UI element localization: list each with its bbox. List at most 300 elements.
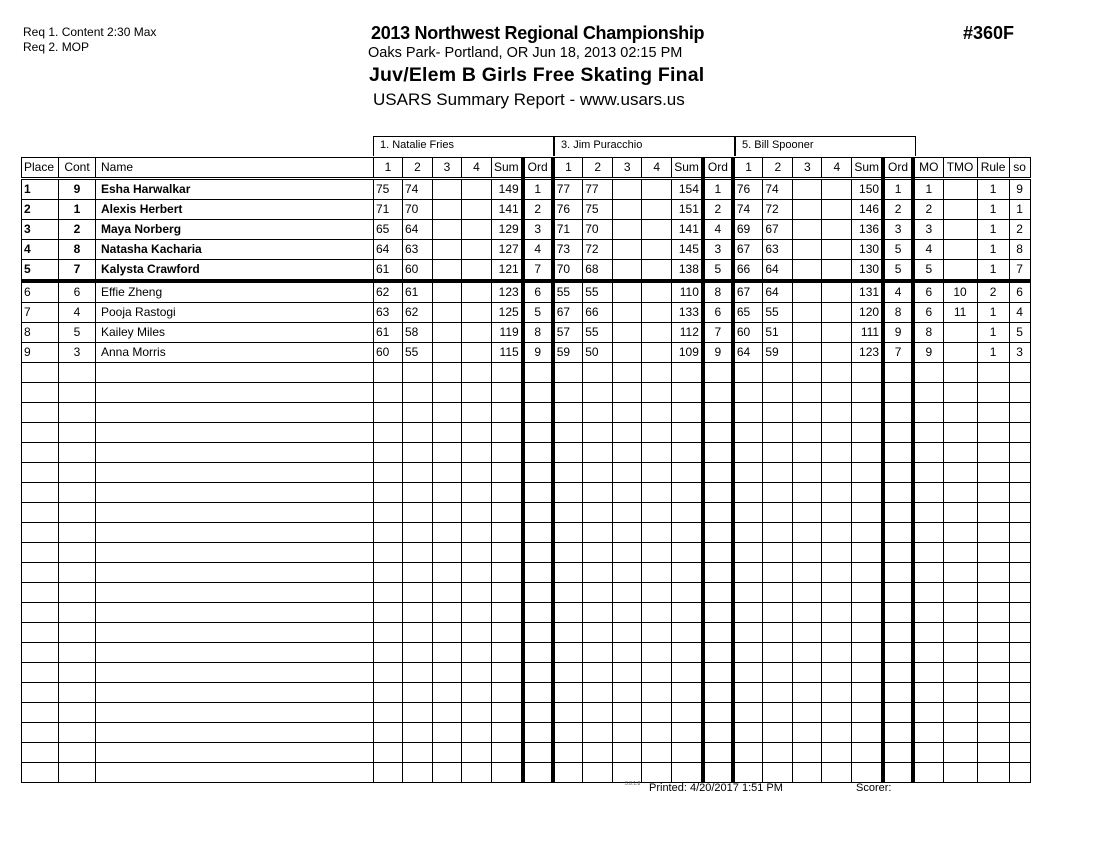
judge-score: 76 [553,200,583,220]
judge-score [462,323,492,343]
empty-cell [59,503,96,523]
col-mo: MO [913,158,943,179]
empty-cell [672,723,703,743]
empty-cell [553,703,583,723]
col-tmo: TMO [943,158,977,179]
judge-score [433,260,462,282]
empty-cell [59,443,96,463]
empty-cell [523,543,553,563]
empty-cell [733,563,763,583]
so-cell: 3 [1009,343,1030,363]
empty-cell [462,663,492,683]
empty-cell [492,763,523,783]
empty-cell [793,383,822,403]
empty-cell [977,543,1009,563]
empty-cell [852,623,883,643]
empty-cell [943,463,977,483]
empty-cell [96,723,374,743]
empty-cell [523,463,553,483]
empty-cell [943,583,977,603]
empty-cell [583,403,613,423]
competition-title: 2013 Northwest Regional Championship [371,23,705,43]
empty-cell [703,643,733,663]
judge-ordinal: 6 [523,281,553,303]
empty-cell [462,583,492,603]
col-j2-2: 2 [583,158,613,179]
empty-cell [883,403,913,423]
empty-cell [793,623,822,643]
judge-header-2: 3. Jim Puracchio [554,136,735,156]
empty-cell [913,583,943,603]
col-j1-4: 4 [462,158,492,179]
empty-cell [703,603,733,623]
empty-cell [883,663,913,683]
judge-sum: 151 [672,200,703,220]
empty-cell [1009,763,1030,783]
place-cell: 6 [22,281,59,303]
judge-ordinal: 2 [523,200,553,220]
judge-sum: 115 [492,343,523,363]
empty-cell [374,383,403,403]
judge-score [642,240,672,260]
empty-cell [672,483,703,503]
judge-ordinal: 7 [523,260,553,282]
empty-cell [642,443,672,463]
empty-cell [733,403,763,423]
judge-score [793,200,822,220]
empty-cell [822,423,852,443]
empty-cell [613,563,642,583]
empty-cell [22,563,59,583]
empty-cell [433,383,462,403]
empty-cell [433,403,462,423]
empty-cell [913,663,943,683]
empty-cell [433,443,462,463]
empty-cell [22,503,59,523]
judge-score: 64 [763,260,793,282]
table-row [22,343,1031,363]
empty-cell [703,583,733,603]
judge-score: 74 [403,179,433,200]
empty-cell [22,743,59,763]
judge-score [462,220,492,240]
empty-cell [462,623,492,643]
empty-cell [553,443,583,463]
tmo-cell [943,179,977,200]
empty-cell [793,403,822,423]
col-j1-ord: Ord [523,158,553,179]
judge-score [793,281,822,303]
empty-cell [1009,443,1030,463]
empty-cell [523,523,553,543]
empty-cell [523,683,553,703]
empty-cell [763,623,793,643]
empty-cell [642,543,672,563]
empty-cell [703,663,733,683]
empty-cell [433,763,462,783]
empty-cell [1009,643,1030,663]
judge-score [822,281,852,303]
empty-cell [583,463,613,483]
empty-cell [553,603,583,623]
empty-cell [943,743,977,763]
empty-cell [733,703,763,723]
empty-cell [553,543,583,563]
tmo-cell: 10 [943,281,977,303]
judge-sum: 131 [852,281,883,303]
empty-cell [642,663,672,683]
judge-score [822,240,852,260]
empty-cell [672,403,703,423]
cont-cell: 7 [59,260,96,282]
empty-cell [763,563,793,583]
judge-score: 66 [583,303,613,323]
rule-cell: 1 [977,220,1009,240]
so-cell: 6 [1009,281,1030,303]
judge-score: 75 [583,200,613,220]
empty-cell [672,703,703,723]
empty-cell [943,423,977,443]
empty-cell [733,503,763,523]
empty-cell [613,403,642,423]
judge-sum: 129 [492,220,523,240]
col-j2-4: 4 [642,158,672,179]
judge-ordinal: 5 [883,260,913,282]
judge-score: 63 [374,303,403,323]
empty-cell [59,703,96,723]
empty-cell [642,383,672,403]
empty-cell [462,723,492,743]
col-place: Place [22,158,59,179]
empty-cell [672,683,703,703]
cont-cell: 6 [59,281,96,303]
empty-cell [977,423,1009,443]
empty-cell [642,683,672,703]
empty-row [22,463,1031,483]
col-rule: Rule [977,158,1009,179]
empty-cell [822,463,852,483]
empty-cell [523,623,553,643]
empty-cell [492,663,523,683]
empty-cell [943,503,977,523]
judge-sum: 109 [672,343,703,363]
empty-row [22,683,1031,703]
skater-name: Kalysta Crawford [96,260,374,282]
judge-sum: 123 [492,281,523,303]
empty-cell [523,763,553,783]
empty-cell [883,743,913,763]
rule-cell: 1 [977,303,1009,323]
empty-cell [22,723,59,743]
empty-cell [433,563,462,583]
empty-cell [913,363,943,383]
empty-cell [462,503,492,523]
empty-cell [96,623,374,643]
empty-cell [96,403,374,423]
judge-ordinal: 9 [703,343,733,363]
tmo-cell [943,200,977,220]
empty-cell [943,623,977,643]
empty-cell [883,623,913,643]
empty-cell [852,583,883,603]
empty-cell [403,683,433,703]
col-j1-2: 2 [403,158,433,179]
column-header-row [22,158,1031,179]
place-cell: 4 [22,240,59,260]
empty-cell [96,443,374,463]
empty-cell [613,483,642,503]
judge-score: 64 [763,281,793,303]
empty-cell [913,623,943,643]
judge-ordinal: 8 [883,303,913,323]
empty-row [22,623,1031,643]
judge-score: 55 [403,343,433,363]
empty-row [22,363,1031,383]
judge-score: 64 [374,240,403,260]
judge-score [613,179,642,200]
empty-cell [642,623,672,643]
mo-cell: 2 [913,200,943,220]
empty-cell [1009,563,1030,583]
empty-cell [883,483,913,503]
empty-row [22,703,1031,723]
empty-cell [523,503,553,523]
empty-cell [492,603,523,623]
empty-cell [22,703,59,723]
empty-cell [22,523,59,543]
judge-score: 74 [763,179,793,200]
judge-score [613,343,642,363]
empty-cell [1009,463,1030,483]
empty-cell [613,443,642,463]
judge-sum: 111 [852,323,883,343]
judge-score [433,200,462,220]
empty-cell [523,703,553,723]
judge-score [433,240,462,260]
empty-cell [733,763,763,783]
empty-cell [793,543,822,563]
judge-score: 60 [374,343,403,363]
judge-ordinal: 5 [523,303,553,323]
empty-row [22,403,1031,423]
empty-cell [374,543,403,563]
empty-cell [703,443,733,463]
empty-cell [763,703,793,723]
empty-cell [403,463,433,483]
cont-cell: 5 [59,323,96,343]
empty-cell [822,683,852,703]
empty-cell [433,523,462,543]
event-number: #360F [963,23,1015,43]
empty-cell [703,523,733,543]
empty-cell [913,743,943,763]
empty-cell [1009,723,1030,743]
mo-cell: 9 [913,343,943,363]
judge-score [793,220,822,240]
judge-score: 71 [553,220,583,240]
empty-cell [613,723,642,743]
empty-cell [793,583,822,603]
place-cell: 8 [22,323,59,343]
empty-cell [583,563,613,583]
skater-name: Effie Zheng [96,281,374,303]
judge-score: 65 [733,303,763,323]
empty-row [22,723,1031,743]
empty-cell [822,383,852,403]
judge-score: 64 [733,343,763,363]
empty-cell [642,603,672,623]
mo-cell: 3 [913,220,943,240]
empty-cell [977,663,1009,683]
empty-cell [977,503,1009,523]
empty-cell [943,383,977,403]
empty-cell [613,423,642,443]
cont-cell: 1 [59,200,96,220]
empty-cell [793,483,822,503]
judge-ordinal: 1 [703,179,733,200]
empty-cell [59,683,96,703]
empty-cell [553,363,583,383]
empty-cell [943,443,977,463]
empty-cell [852,723,883,743]
col-j2-1: 1 [553,158,583,179]
empty-cell [977,403,1009,423]
empty-cell [822,663,852,683]
judge-score: 55 [553,281,583,303]
empty-cell [943,543,977,563]
judge-sum: 146 [852,200,883,220]
empty-cell [672,583,703,603]
empty-cell [852,423,883,443]
judge-score: 72 [583,240,613,260]
empty-cell [763,683,793,703]
judge-score [793,179,822,200]
empty-cell [1009,583,1030,603]
empty-cell [462,523,492,543]
empty-cell [374,663,403,683]
empty-cell [22,463,59,483]
empty-cell [733,543,763,563]
empty-cell [462,483,492,503]
empty-cell [22,683,59,703]
judge-sum: 112 [672,323,703,343]
empty-cell [977,583,1009,603]
judge-score [433,179,462,200]
empty-cell [433,643,462,663]
empty-cell [913,643,943,663]
so-cell: 5 [1009,323,1030,343]
col-j3-1: 1 [733,158,763,179]
judge-score: 61 [374,260,403,282]
empty-cell [59,603,96,623]
empty-cell [492,543,523,563]
empty-cell [977,363,1009,383]
empty-cell [763,603,793,623]
judge-score [613,281,642,303]
empty-cell [733,363,763,383]
empty-row [22,443,1031,463]
empty-cell [852,363,883,383]
empty-cell [852,763,883,783]
judge-ordinal: 3 [523,220,553,240]
empty-cell [642,403,672,423]
table-row [22,240,1031,260]
empty-cell [523,403,553,423]
empty-cell [583,763,613,783]
empty-cell [1009,623,1030,643]
empty-cell [1009,503,1030,523]
empty-row [22,643,1031,663]
judge-score: 63 [403,240,433,260]
empty-cell [1009,403,1030,423]
judge-score [462,281,492,303]
empty-cell [703,563,733,583]
empty-cell [492,503,523,523]
empty-cell [793,663,822,683]
empty-row [22,603,1031,623]
judge-ordinal: 2 [883,200,913,220]
empty-cell [462,383,492,403]
judge-sum: 136 [852,220,883,240]
judge-score: 77 [583,179,613,200]
empty-cell [703,763,733,783]
empty-cell [793,723,822,743]
empty-cell [374,763,403,783]
empty-cell [977,763,1009,783]
empty-cell [793,743,822,763]
empty-cell [553,623,583,643]
rule-cell: 1 [977,179,1009,200]
empty-cell [22,763,59,783]
empty-cell [913,703,943,723]
judge-score [822,179,852,200]
empty-cell [59,423,96,443]
empty-cell [793,523,822,543]
judge-ordinal: 5 [703,260,733,282]
empty-cell [374,363,403,383]
col-cont: Cont [59,158,96,179]
empty-cell [793,563,822,583]
empty-cell [763,643,793,663]
empty-cell [613,643,642,663]
judge-score [433,303,462,323]
judge-score [462,200,492,220]
empty-cell [852,683,883,703]
empty-cell [403,723,433,743]
judge-score: 62 [374,281,403,303]
empty-cell [374,483,403,503]
empty-cell [733,743,763,763]
empty-cell [883,723,913,743]
empty-cell [22,543,59,563]
empty-cell [462,563,492,583]
empty-cell [763,503,793,523]
empty-cell [672,383,703,403]
empty-cell [403,543,433,563]
empty-cell [672,643,703,663]
cont-cell: 9 [59,179,96,200]
judge-sum: 123 [852,343,883,363]
place-cell: 3 [22,220,59,240]
tmo-cell: 11 [943,303,977,323]
mo-cell: 4 [913,240,943,260]
judge-score: 77 [553,179,583,200]
judge-score [613,303,642,323]
judge-ordinal: 4 [523,240,553,260]
empty-cell [913,483,943,503]
empty-cell [642,723,672,743]
empty-cell [943,723,977,743]
